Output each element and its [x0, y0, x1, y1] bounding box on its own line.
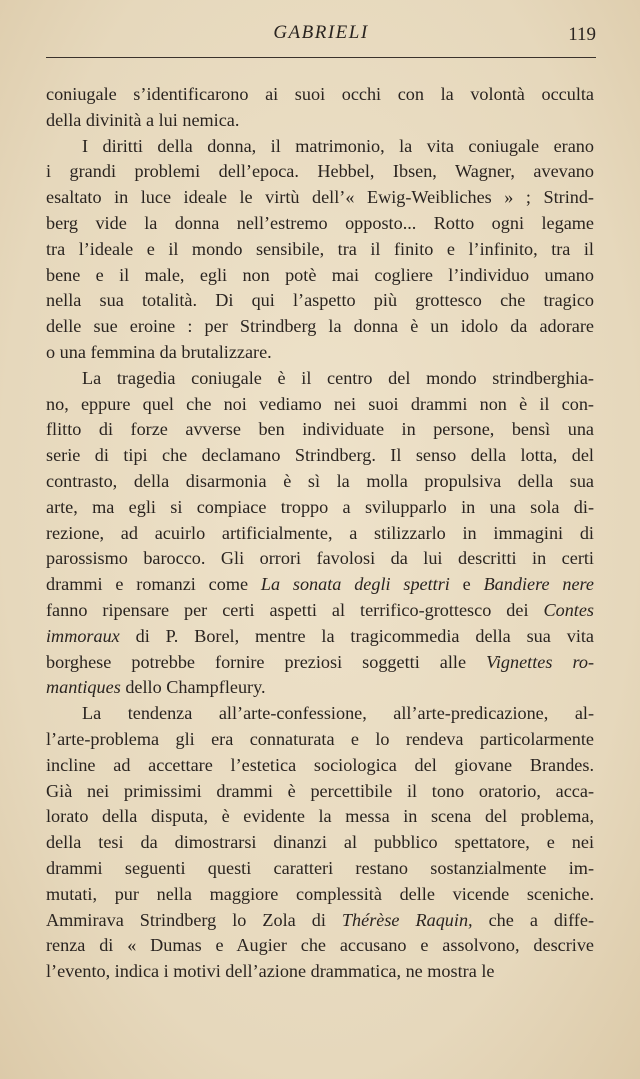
text-run: che a diffe-: [472, 909, 594, 930]
text-run: no, eppure quel che noi vediamo nei suoi drammi non è il con-: [46, 393, 594, 414]
text-run: La tendenza all’arte-confessione, all’arte-predicazione, al-: [82, 703, 594, 724]
italic-title: immoraux: [46, 625, 120, 646]
text-line: [46, 933, 594, 959]
text-run: nella sua totalità. Di qui l’aspetto più grottesco che tragico: [46, 290, 594, 311]
text-run: contrasto, della disarmonia è sì la molla propulsiva della sua: [46, 470, 594, 491]
text-line: [46, 701, 594, 727]
text-line: [46, 753, 594, 779]
text-run: drammi seguenti questi caratteri restano sostanzialmente im-: [46, 857, 594, 878]
text-line: [46, 521, 594, 547]
page-header: [46, 22, 596, 50]
paragraph: [46, 82, 594, 134]
text-run: I diritti della donna, il matrimonio, la vita coniugale erano: [82, 135, 594, 156]
text-line: [46, 108, 594, 134]
text-run: dello Champfleury.: [120, 677, 266, 698]
italic-title: Bandiere nere: [483, 574, 594, 595]
text-run: La tragedia coniugale è il centro del mondo strindberghia-: [82, 367, 594, 388]
paragraph: [46, 134, 594, 366]
text-run: mutati, pur nella maggiore complessità delle vicende sceniche.: [46, 883, 594, 904]
text-run: parossismo barocco. Gli orrori favolosi da lui descritti in certi: [46, 548, 594, 569]
text-run: flitto di forze avverse ben individuate in persone, bensì una: [46, 419, 594, 440]
text-line: [46, 959, 594, 985]
paragraph: [46, 701, 594, 985]
text-line: [46, 340, 594, 366]
text-run: delle sue eroine : per Strindberg la donna è un idolo da adorare: [46, 316, 594, 337]
text-line: [46, 908, 594, 934]
page-number: 119: [568, 24, 596, 45]
paragraph: [46, 366, 594, 701]
text-line: [46, 417, 594, 443]
text-line: [46, 624, 594, 650]
text-line: [46, 443, 594, 469]
text-run: di P. Borel, mentre la tragicommedia della sua vita: [119, 625, 594, 646]
text-run: bene e il male, egli non potè mai cogliere l’individuo umano: [46, 264, 594, 285]
text-run: fanno ripensare per certi aspetti al terrifico-grottesco dei: [46, 599, 544, 620]
text-line: [46, 366, 594, 392]
text-line: [46, 159, 594, 185]
italic-title: mantiques: [46, 677, 121, 698]
text-line: [46, 830, 594, 856]
italic-title: Thérèse Raquin,: [341, 909, 473, 930]
text-line: [46, 185, 594, 211]
text-line: [46, 727, 594, 753]
text-run: coniugale s’identificarono ai suoi occhi con la volontà occulta: [46, 84, 594, 104]
text-line: [46, 314, 594, 340]
header-rule: [46, 57, 596, 58]
text-line: [46, 882, 594, 908]
text-run: borghese potrebbe fornire preziosi soggetti alle: [46, 651, 487, 672]
italic-title: Vignettes ro-: [486, 651, 594, 672]
text-line: [46, 598, 594, 624]
text-line: [46, 288, 594, 314]
text-line: [46, 675, 594, 701]
italic-title: Contes: [543, 599, 594, 620]
text-line: [46, 469, 594, 495]
text-run: renza di « Dumas e Augier che accusano e assolvono, descrive: [46, 935, 594, 956]
text-run: esaltato in luce ideale le virtù dell’« Ewig-Weibliches » ; Strind-: [46, 187, 594, 208]
text-line: [46, 237, 594, 263]
text-run: lorato della disputa, è evidente la messa in scena del problema,: [46, 806, 594, 827]
text-run: della tesi da dimostrarsi dinanzi al pubblico spettatore, e nei: [46, 832, 594, 853]
text-line: [46, 211, 594, 237]
text-run: e: [449, 574, 484, 595]
text-run: Già nei primissimi drammi è percettibile il tono oratorio, acca-: [46, 780, 594, 801]
text-run: drammi e romanzi come: [46, 574, 261, 595]
text-line: [46, 650, 594, 676]
text-run: i grandi problemi dell’epoca. Hebbel, Ibsen, Wagner, avevano: [46, 161, 594, 182]
text-line: [46, 779, 594, 805]
text-line: [46, 263, 594, 289]
text-run: della divinità a lui nemica.: [46, 109, 240, 130]
text-run: rezione, ad acuirlo artificialmente, a stilizzarlo in immagini di: [46, 522, 594, 543]
text-run: o una femmina da brutalizzare.: [46, 341, 272, 362]
text-line: [46, 546, 594, 572]
italic-title: La sonata degli spettri: [260, 574, 450, 595]
text-run: l’evento, indica i motivi dell’azione drammatica, ne mostra le: [46, 961, 495, 982]
text-run: l’arte-problema gli era connaturata e lo rendeva particolarmente: [46, 728, 594, 749]
text-run: arte, ma egli si compiace troppo a svilupparlo in una sola di-: [46, 496, 594, 517]
text-run: tra l’ideale e il mondo sensibile, tra il finito e l’infinito, tra il: [46, 238, 594, 259]
text-line: [46, 804, 594, 830]
text-run: Ammirava Strindberg lo Zola di: [46, 909, 342, 930]
text-line: [46, 392, 594, 418]
body-text: [46, 82, 594, 985]
text-line: [46, 134, 594, 160]
text-line: [46, 572, 594, 598]
text-line: [46, 495, 594, 521]
text-line: [46, 82, 594, 108]
running-title: GABRIELI: [273, 22, 369, 43]
text-line: [46, 856, 594, 882]
text-run: incline ad accettare l’estetica sociologica del giovane Brandes.: [46, 754, 594, 775]
text-run: berg vide la donna nell’estremo opposto... Rotto ogni legame: [46, 212, 594, 233]
text-run: serie di tipi che declamano Strindberg. Il senso della lotta, del: [46, 445, 594, 466]
